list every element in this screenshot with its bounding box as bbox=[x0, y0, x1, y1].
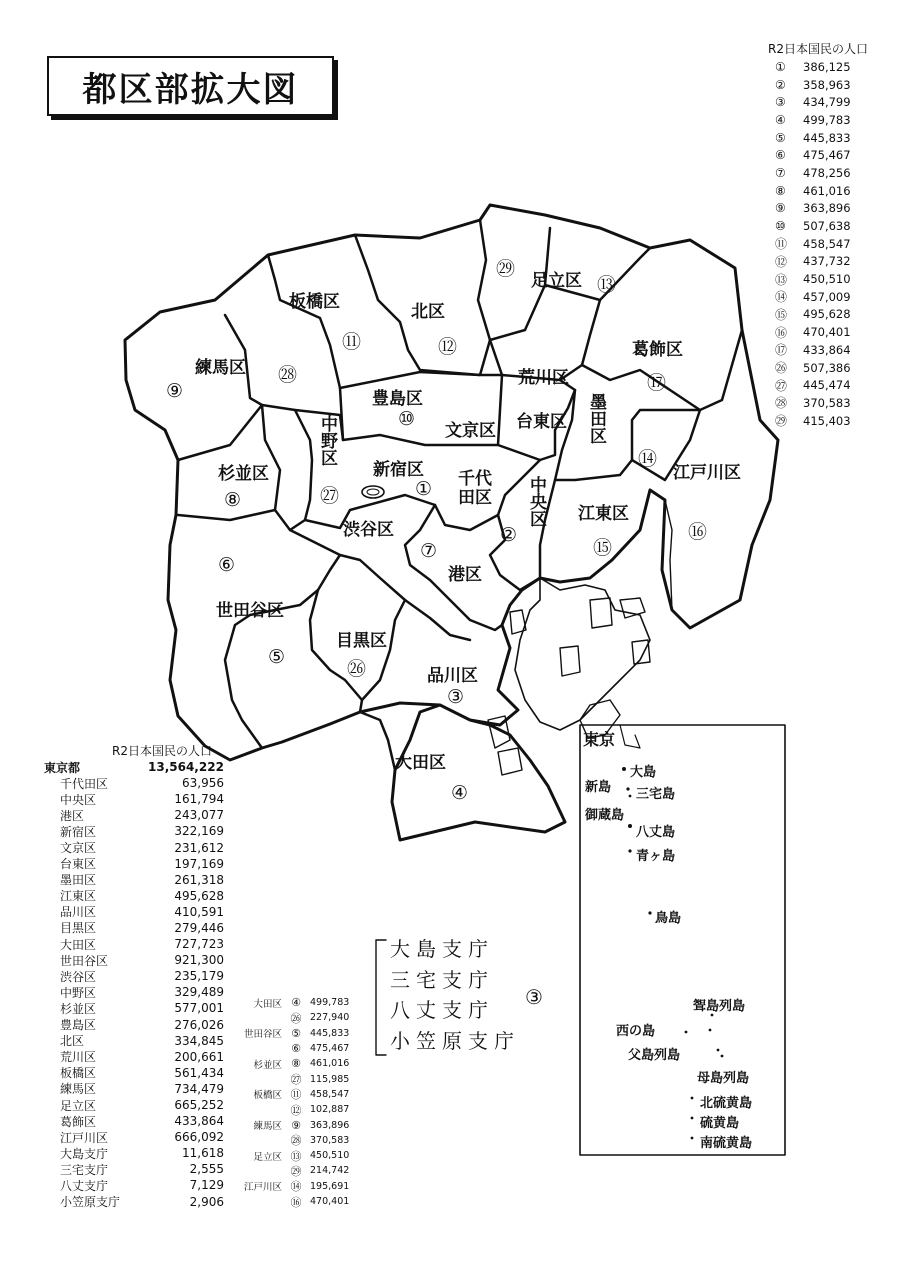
table-row: 葛飾区 433,864 bbox=[60, 1114, 224, 1129]
table-row: 千代田区 63,956 bbox=[60, 776, 224, 791]
tokyo-coast-inset bbox=[620, 725, 640, 748]
district-number-2: ② bbox=[500, 524, 518, 546]
ward-label-minato: 港区 bbox=[448, 565, 482, 585]
district-number-26: ㉖ bbox=[347, 658, 367, 680]
list-item: ④ 499,783 bbox=[775, 112, 851, 127]
table-row: 三宅支庁 2,555 bbox=[60, 1162, 224, 1177]
branch-office-list bbox=[390, 934, 520, 1056]
table-row: 江戸川区 ⑭ 195,691 bbox=[243, 1180, 350, 1194]
island-label-aogashima: 青ヶ島 bbox=[636, 849, 676, 864]
table-row: 品川区 410,591 bbox=[60, 904, 224, 920]
ward-label-setagaya: 世田谷区 bbox=[216, 601, 284, 621]
list-item: ⑤ 445,833 bbox=[775, 130, 851, 145]
table-row: 港区 243,077 bbox=[60, 808, 224, 823]
table-row: 大島支庁 11,618 bbox=[60, 1146, 224, 1161]
island-label-chichijima: 父島列島 bbox=[628, 1048, 681, 1063]
island-label-minamiiwoto: 南硫黄島 bbox=[700, 1136, 753, 1151]
table-row: 板橋区 561,434 bbox=[60, 1065, 224, 1081]
list-item: ⑭ 457,009 bbox=[775, 289, 851, 305]
table-row: 大田区 727,723 bbox=[60, 937, 224, 952]
bay-reclaimed-land bbox=[498, 748, 522, 775]
table-row: 小笠原支庁 2,906 bbox=[60, 1194, 224, 1210]
list-item: ⑮ 495,628 bbox=[775, 307, 851, 322]
bay-reclaimed-land bbox=[560, 646, 580, 676]
list-item: ⑩ 507,638 bbox=[775, 219, 851, 234]
district-number-1: ① bbox=[415, 478, 433, 500]
ward-border bbox=[178, 510, 275, 520]
bay-reclaimed-land bbox=[510, 610, 526, 634]
ward-label-shibuya: 渋谷区 bbox=[343, 520, 394, 540]
table-row: 足立区 665,252 bbox=[60, 1098, 224, 1113]
branch-office-item: 大島支庁 bbox=[390, 937, 494, 961]
table-row: ⑫ 102,887 bbox=[290, 1103, 350, 1117]
table-row: ㉘ 370,583 bbox=[290, 1134, 350, 1148]
ward-label-chiyoda: 千代田区 bbox=[458, 469, 492, 508]
district-number-11: ⑪ bbox=[342, 331, 362, 353]
table-row: 新宿区 322,169 bbox=[60, 824, 224, 839]
district-number-4: ④ bbox=[451, 782, 469, 804]
list-item: ⑯ 470,401 bbox=[775, 325, 851, 340]
table-row: 大田区 ④ 499,783 bbox=[253, 996, 350, 1010]
list-item: ⑬ 450,510 bbox=[775, 272, 851, 287]
ward-pop-list bbox=[775, 58, 863, 429]
ward-label-bunkyo: 文京区 bbox=[445, 421, 496, 441]
table-row: ㉙ 214,742 bbox=[290, 1164, 350, 1178]
ward-label-ota: 大田区 bbox=[395, 753, 446, 773]
table-row: 中央区 161,794 bbox=[60, 792, 224, 807]
table-row: ㉗ 115,985 bbox=[290, 1073, 350, 1087]
ward-label-suginami: 杉並区 bbox=[218, 464, 269, 484]
ward-label-sumida: 墨田区 bbox=[586, 393, 606, 444]
ward-border bbox=[360, 712, 395, 770]
district-number-12: ⑫ bbox=[438, 336, 458, 358]
ward-label-meguro: 目黒区 bbox=[336, 631, 387, 651]
island-label-mikurajima: 御蔵島 bbox=[585, 808, 625, 823]
district-number-5: ⑤ bbox=[268, 646, 286, 668]
branch-district-number: ③ bbox=[525, 985, 543, 1009]
list-item: ㉖ 507,386 bbox=[775, 360, 851, 376]
table-row-total: 東京都 13,564,222 bbox=[44, 760, 224, 775]
district-number-13: ⑬ bbox=[597, 274, 617, 296]
list-item: ⑦ 478,256 bbox=[775, 165, 851, 180]
table-row: ㉖ 227,940 bbox=[290, 1011, 350, 1025]
list-item: ② 358,963 bbox=[775, 77, 851, 92]
table-row: 板橋区 ⑪ 458,547 bbox=[253, 1088, 350, 1102]
list-item: ㉘ 370,583 bbox=[775, 395, 851, 411]
tokyo-outer-boundary bbox=[125, 205, 778, 840]
bay-reclaimed-land bbox=[632, 640, 650, 664]
island-label-iwoto: 硫黄島 bbox=[700, 1116, 740, 1131]
table-row: ⑥ 475,467 bbox=[291, 1042, 350, 1056]
ward-label-nerima: 練馬区 bbox=[195, 358, 246, 378]
table-row: 目黒区 279,446 bbox=[60, 920, 224, 936]
table-row: 練馬区 734,479 bbox=[60, 1081, 224, 1097]
table-row: 墨田区 261,318 bbox=[60, 872, 224, 888]
district-number-6: ⑥ bbox=[218, 554, 236, 576]
ward-border bbox=[360, 600, 405, 712]
table-row: 豊島区 276,026 bbox=[60, 1017, 224, 1033]
ward-border bbox=[290, 530, 470, 640]
district-number-15: ⑮ bbox=[593, 537, 613, 559]
list-item: ⑰ 433,864 bbox=[775, 342, 851, 358]
district-number-14: ⑭ bbox=[638, 448, 658, 470]
island-label-nishinoshima: 西の島 bbox=[616, 1024, 656, 1039]
table-row: 渋谷区 235,179 bbox=[60, 969, 224, 984]
branch-office-item: 八丈支庁 bbox=[390, 998, 494, 1022]
population-table bbox=[44, 759, 250, 1210]
imperial-palace-ellipse bbox=[362, 486, 384, 498]
table-row: 文京区 231,612 bbox=[60, 840, 224, 856]
table-row: 世田谷区 ⑤ 445,833 bbox=[243, 1026, 350, 1041]
island-label-hahajima: 母島列島 bbox=[697, 1071, 750, 1086]
ward-label-kita: 北区 bbox=[411, 302, 445, 322]
district-number-7: ⑦ bbox=[420, 540, 438, 562]
bay-reclaimed-land bbox=[515, 578, 650, 730]
ward-border bbox=[178, 315, 262, 460]
ward-pop-list-title: R2日本国民の人口 bbox=[768, 42, 868, 56]
list-item: ㉗ 445,474 bbox=[775, 378, 851, 393]
list-item: ⑧ 461,016 bbox=[775, 183, 851, 198]
district-number-16: ⑯ bbox=[688, 521, 708, 543]
table-row: 杉並区 ⑧ 461,016 bbox=[253, 1057, 350, 1071]
island-label-torishima: 鳥島 bbox=[655, 911, 682, 926]
table-row: 中野区 329,489 bbox=[60, 985, 224, 1000]
table-row: 世田谷区 921,300 bbox=[60, 953, 224, 968]
district-number-28: ㉘ bbox=[278, 364, 298, 386]
ward-label-arakawa: 荒川区 bbox=[518, 368, 569, 388]
list-item: ① 386,125 bbox=[775, 59, 851, 74]
ward-label-katsushika: 葛飾区 bbox=[632, 340, 683, 360]
map-title: 都区部拡大図 bbox=[47, 56, 334, 116]
table-row: 八丈支庁 7,129 bbox=[60, 1178, 224, 1193]
island-label-miyakejima: 三宅島 bbox=[636, 787, 676, 802]
table-row: 杉並区 577,001 bbox=[60, 1001, 224, 1016]
bay-reclaimed-land bbox=[620, 598, 645, 618]
list-item: ㉙ 415,403 bbox=[775, 413, 851, 429]
district-number-27: ㉗ bbox=[320, 485, 340, 507]
ward-label-shinagawa: 品川区 bbox=[427, 666, 478, 686]
island-label-hachijojima: 八丈島 bbox=[636, 825, 676, 840]
table-row: ⑯ 470,401 bbox=[290, 1195, 350, 1209]
district-number-3: ③ bbox=[447, 686, 465, 708]
table-row: 荒川区 200,661 bbox=[60, 1049, 224, 1065]
list-item: ⑥ 475,467 bbox=[775, 148, 851, 163]
district-number-17: ⑰ bbox=[647, 372, 667, 394]
branch-bracket bbox=[376, 940, 386, 1055]
island-label-mukojima: 聟島列島 bbox=[693, 999, 746, 1014]
branch-office-item: 小笠原支庁 bbox=[390, 1028, 520, 1053]
list-item: ⑫ 437,732 bbox=[775, 254, 851, 269]
inset-label-tokyo: 東京 bbox=[583, 730, 616, 749]
island-label-niijima: 新島 bbox=[585, 780, 612, 795]
district-number-29: ㉙ bbox=[496, 258, 516, 280]
table-row: 足立区 ⑬ 450,510 bbox=[253, 1149, 350, 1163]
ward-label-shinjuku: 新宿区 bbox=[373, 460, 424, 480]
list-item: ⑪ 458,547 bbox=[775, 236, 851, 252]
ward-label-koto: 江東区 bbox=[578, 504, 629, 524]
district-number-8: ⑧ bbox=[224, 489, 242, 511]
district-number-10: ⑩ bbox=[398, 408, 416, 430]
ward-label-chuo: 中央区 bbox=[526, 476, 546, 527]
ward-label-edogawa: 江戸川区 bbox=[673, 463, 741, 483]
district-number-9: ⑨ bbox=[166, 380, 184, 402]
population-table-title: R2日本国民の人口 bbox=[112, 744, 212, 758]
ward-label-itabashi: 板橋区 bbox=[289, 292, 340, 312]
bay-reclaimed-land bbox=[590, 598, 612, 628]
district-breakdown-table bbox=[232, 995, 360, 1209]
table-row: 江東区 495,628 bbox=[60, 888, 224, 904]
table-row: 北区 334,845 bbox=[60, 1033, 224, 1049]
ward-label-adachi: 足立区 bbox=[531, 271, 582, 291]
list-item: ⑨ 363,896 bbox=[775, 201, 851, 216]
ward-label-taito: 台東区 bbox=[516, 412, 567, 432]
table-row: 台東区 197,169 bbox=[60, 856, 224, 872]
ward-label-toshima: 豊島区 bbox=[372, 389, 423, 409]
table-row: 練馬区 ⑨ 363,896 bbox=[253, 1118, 350, 1133]
island-label-kitaiwoto: 北硫黄島 bbox=[700, 1096, 753, 1111]
ward-label-nakano: 中野区 bbox=[317, 415, 337, 466]
table-row: 江戸川区 666,092 bbox=[60, 1130, 224, 1145]
list-item: ③ 434,799 bbox=[775, 95, 851, 110]
island-label-oshima: 大島 bbox=[630, 765, 657, 780]
branch-office-item: 三宅支庁 bbox=[390, 967, 494, 992]
